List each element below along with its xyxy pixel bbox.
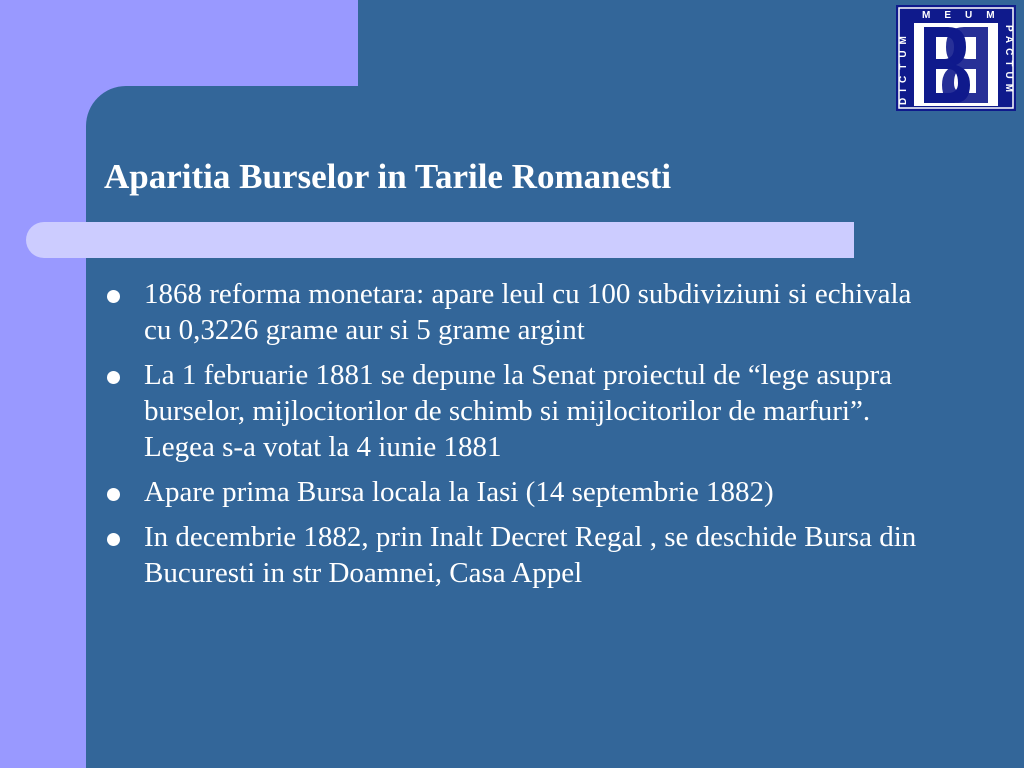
logo-top-text: MEUM [922,10,1009,21]
logo-left-text: DICTUM [898,30,909,105]
bullet-text: Apare prima Bursa locala la Iasi (14 septembrie 1882) [144,476,774,508]
bullet-item [104,519,934,591]
bullet-dot-icon [107,488,120,501]
bvb-logo [896,5,1016,111]
bullet-item [104,474,934,510]
background-top-block [0,0,358,86]
bullet-item [104,357,934,465]
bullet-item [104,276,934,348]
slide-title: Aparitia Burselor in Tarile Romanesti [104,157,672,196]
bvb-logo-graphic [896,5,1016,111]
bullet-dot-icon [107,371,120,384]
bullet-list [104,276,934,600]
bullet-text: In decembrie 1882, prin Inalt Decret Regal , se deschide Bursa din Bucuresti in str Doamnei, Casa Appel [144,521,917,589]
bullet-text: La 1 februarie 1881 se depune la Senat proiectul de “lege asupra burselor, mijlocitorilor de schimb si mijlocitorilor de marfuri”. Legea s-a votat la 4 iunie 1881 [144,359,893,463]
title-underline-bar [26,222,854,258]
bullet-dot-icon [107,290,120,303]
bullet-text: 1868 reforma monetara: apare leul cu 100 subdiviziuni si echivala cu 0,3226 grame aur si 5 grame argint [144,278,912,346]
bullet-dot-icon [107,533,120,546]
logo-right-text: PACTUM [1003,25,1014,98]
background-left-strip [0,0,86,768]
